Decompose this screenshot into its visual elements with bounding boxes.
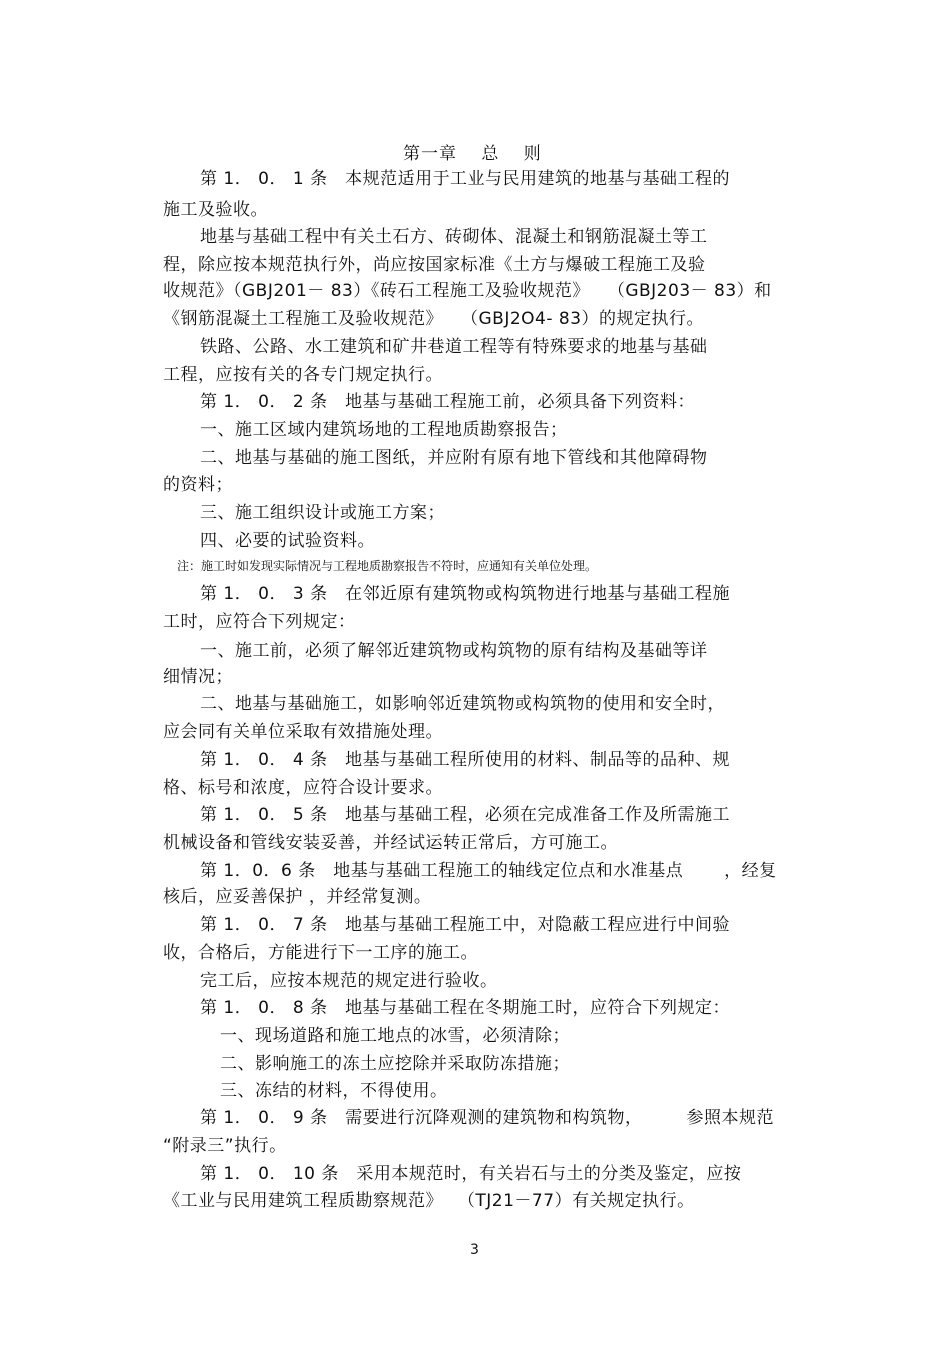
note-line: 注：施工时如发现实际情况与工程地质勘察报告不符时，应通知有关单位处理。	[177, 559, 598, 573]
text-line: 第 1． 0． 4 条 地基与基础工程所使用的材料、制品等的品种、规	[200, 750, 731, 770]
text-line: 程，除应按本规范执行外，尚应按国家标准《土方与爆破工程施工及验	[163, 255, 706, 275]
text-line: 工程，应按有关的各专门规定执行。	[163, 365, 443, 385]
text-line: 《钢筋混凝土工程施工及验收规范》 （GBJ2O4- 83）的规定执行。	[163, 309, 705, 329]
text-line: 第 1． 0． 3 条 在邻近原有建筑物或构筑物进行地基与基础工程施	[200, 584, 731, 604]
text-line: 第 1． 0． 1 条 本规范适用于工业与民用建筑的地基与基础工程的	[200, 169, 731, 189]
page-number: 3	[470, 1242, 480, 1258]
text-line: 收，合格后，方能进行下一工序的施工。	[163, 943, 478, 963]
text-line: 完工后，应按本规范的规定进行验收。	[200, 971, 498, 991]
text-line: 地基与基础工程中有关土石方、砖砌体、混凝土和钢筋混凝土等工	[200, 227, 708, 247]
text-line: 第 1． 0． 2 条 地基与基础工程施工前，必须具备下列资料：	[200, 392, 696, 412]
text-line: 的资料；	[163, 475, 233, 495]
chapter-title: 第一章 总 则	[403, 144, 542, 164]
text-line: 第 1． 0． 9 条 需要进行沉降观测的建筑物和构筑物， 参照本规范	[200, 1108, 775, 1128]
text-line: 二、地基与基础施工，如影响邻近建筑物或构筑物的使用和安全时，	[200, 694, 725, 714]
text-line: 一、施工区域内建筑场地的工程地质勘察报告；	[200, 420, 568, 440]
text-line: 一、施工前，必须了解邻近建筑物或构筑物的原有结构及基础等详	[200, 641, 708, 661]
text-line: “附录三”执行。	[163, 1136, 287, 1156]
text-line: 应会同有关单位采取有效措施处理。	[163, 722, 443, 742]
text-line: 施工及验收。	[163, 200, 268, 220]
text-line: 收规范》（GBJ201－ 83）《砖石工程施工及验收规范》 （GBJ203－ 83）和	[163, 281, 772, 301]
text-line: 核后，应妥善保护 ，并经常复测。	[163, 887, 432, 907]
text-line: 二、地基与基础的施工图纸，并应附有原有地下管线和其他障碍物	[200, 448, 708, 468]
text-line: 三、施工组织设计或施工方案；	[200, 503, 445, 523]
text-line: 第 1． 0． 8 条 地基与基础工程在冬期施工时，应符合下列规定：	[200, 998, 731, 1018]
text-line: 一、现场道路和施工地点的冰雪，必须清除；	[220, 1026, 570, 1046]
text-line: 细情况；	[163, 667, 233, 687]
text-line: 第 1． 0． 5 条 地基与基础工程，必须在完成准备工作及所需施工	[200, 805, 731, 825]
text-line: 第 1． 0． 10 条 采用本规范时，有关岩石与土的分类及鉴定，应按	[200, 1164, 742, 1184]
text-line: 格、标号和浓度，应符合设计要求。	[163, 778, 443, 798]
text-line: 第 1． 0． 7 条 地基与基础工程施工中，对隐蔽工程应进行中间验	[200, 915, 731, 935]
text-line: 四、必要的试验资料。	[200, 531, 375, 551]
text-line: 机械设备和管线安装妥善，并经试运转正常后，方可施工。	[163, 833, 618, 853]
text-line: 三、冻结的材料，不得使用。	[220, 1081, 448, 1101]
text-line: 二、影响施工的冻土应挖除并采取防冻措施；	[220, 1054, 570, 1074]
text-line: 《工业与民用建筑工程质勘察规范》 （TJ21－77）有关规定执行。	[163, 1191, 695, 1211]
text-line: 工时，应符合下列规定：	[163, 612, 356, 632]
text-line: 第 1．0．6 条 地基与基础工程施工的轴线定位点和水准基点 ，经复	[200, 861, 777, 881]
text-line: 铁路、公路、水工建筑和矿井巷道工程等有特殊要求的地基与基础	[200, 337, 708, 357]
